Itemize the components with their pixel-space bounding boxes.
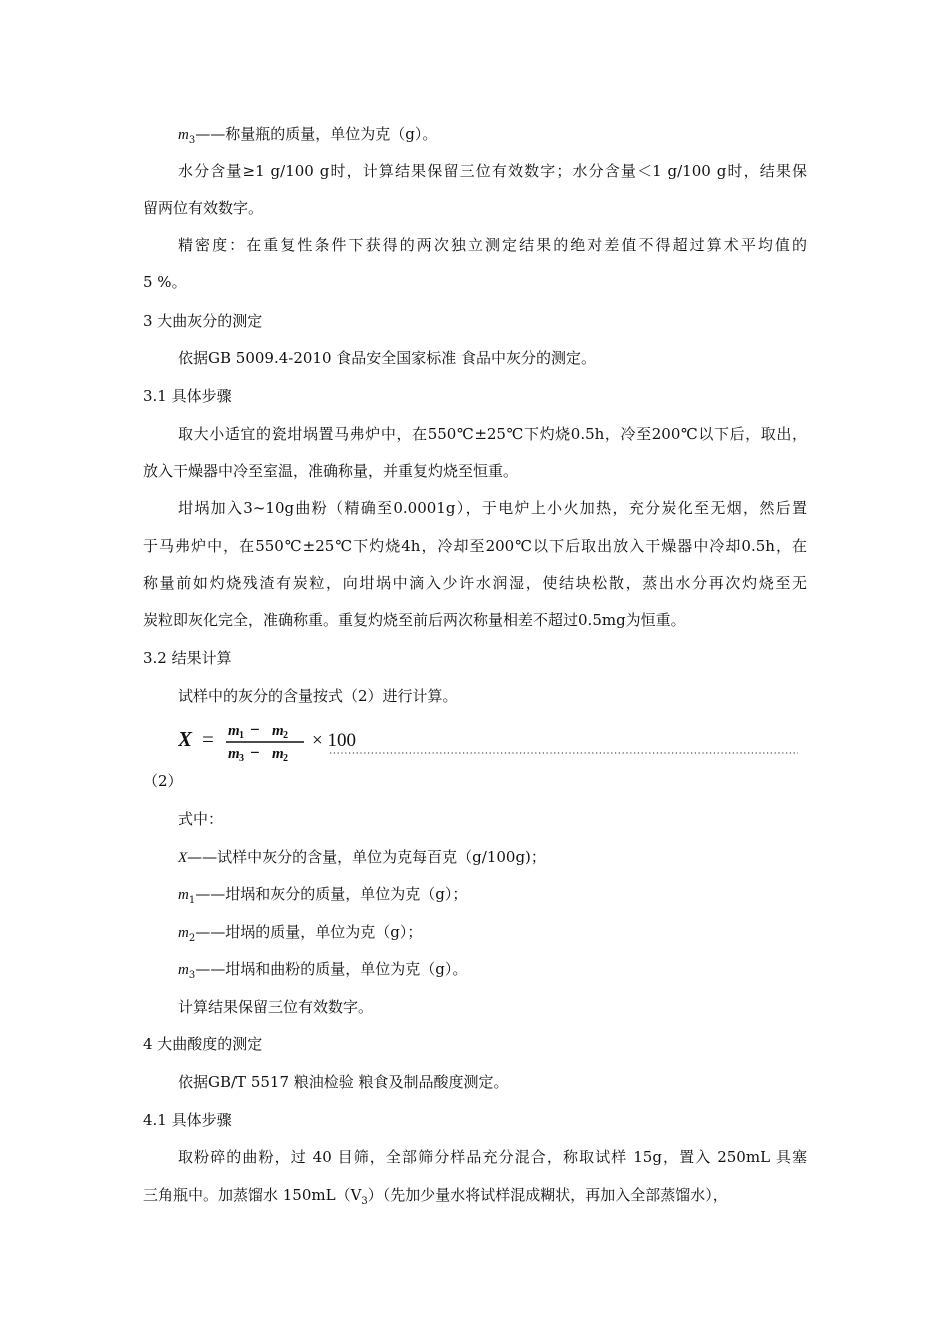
paragraph-line xyxy=(143,536,807,556)
var-definition-m1 xyxy=(178,884,467,905)
formula-times-100: × 100 xyxy=(312,730,356,751)
paragraph-line xyxy=(143,573,807,593)
paragraph-text: 取粉碎的曲粉，过 40 目筛，全部筛分样品充分混合，称取试样 15g，置入 250mL 具塞 xyxy=(178,1148,807,1166)
paragraph-text: 水分含量≥1 g/100 g时，计算结果保留三位有效数字；水分含量＜1 g/100 g时，结果保 xyxy=(178,162,807,180)
formula-svg xyxy=(178,718,808,764)
paragraph-line: 依据GB/T 5517 粮油检验 粮食及制品酸度测定。 xyxy=(178,1073,509,1091)
formula-num-a-sub: 1 xyxy=(239,730,244,741)
paragraph-line: 式中： xyxy=(178,810,224,828)
var-definition-x xyxy=(178,847,546,868)
formula-minus-num: − xyxy=(250,720,260,739)
symbol: X xyxy=(178,850,188,866)
paragraph-text: 取大小适宜的瓷坩埚置马弗炉中，在550℃±25℃下灼烧0.5h，冷至200℃以下后，取出， xyxy=(178,425,807,443)
var-definition-m3 xyxy=(178,124,437,145)
formula-den-b-sub: 2 xyxy=(283,753,288,764)
subscript: 3 xyxy=(188,970,196,981)
section-heading: 4 大曲酸度的测定 xyxy=(143,1035,263,1053)
paragraph-line xyxy=(178,1147,807,1167)
definition-text: ——坩埚和曲粉的质量，单位为克（g）。 xyxy=(195,960,468,978)
paragraph-line: 5 %。 xyxy=(143,273,187,291)
formula-num-a: m xyxy=(228,723,240,739)
paragraph-line xyxy=(178,498,807,518)
definition-text: ——试样中灰分的含量，单位为克每百克（g/100g)； xyxy=(187,848,546,866)
paragraph-line xyxy=(178,161,807,181)
paragraph-line: 放入干燥器中冷至室温，准确称量，并重复灼烧至恒重。 xyxy=(143,462,519,480)
paragraph-line: 炭粒即灰化完全，准确称重。重复灼烧至前后两次称量相差不超过0.5mg为恒重。 xyxy=(143,611,686,629)
paragraph-line: 计算结果保留三位有效数字。 xyxy=(178,998,374,1016)
symbol: m xyxy=(178,127,189,143)
subsection-heading: 3.2 结果计算 xyxy=(143,649,232,667)
symbol: m xyxy=(178,887,189,903)
formula-num-b-sub: 2 xyxy=(283,730,288,741)
definition-text: ——坩埚的质量，单位为克（g）； xyxy=(195,923,423,941)
subscript: 2 xyxy=(188,933,196,944)
formula-equals: = xyxy=(202,727,214,751)
subscript: 3 xyxy=(188,135,196,146)
paragraph-text: 精密度：在重复性条件下获得的两次独立测定结果的绝对差值不得超过算术平均值的 xyxy=(178,236,807,254)
definition-text: ——坩埚和灰分的质量，单位为克（g）； xyxy=(195,885,468,903)
paragraph-line xyxy=(178,235,807,255)
paragraph-line xyxy=(143,1185,728,1205)
subscript: 1 xyxy=(188,895,196,906)
formula-den-a-sub: 3 xyxy=(239,753,244,764)
paragraph-line xyxy=(178,424,807,444)
paragraph-line: 留两位有效数字。 xyxy=(143,199,264,217)
formula-num-b: m xyxy=(272,723,284,739)
formula-den-a: m xyxy=(228,746,240,762)
paragraph-text: 称量前如灼烧残渣有炭粒，向坩埚中滴入少许水润湿，使结块松散，蒸出水分再次灼烧至无 xyxy=(143,574,807,592)
paragraph-text: 三角瓶中。加蒸馏水 150mL（V xyxy=(143,1186,362,1204)
ash-content-formula xyxy=(178,718,808,764)
subsection-heading: 3.1 具体步骤 xyxy=(143,387,232,405)
formula-den-b: m xyxy=(272,746,284,762)
paragraph-line: 试样中的灰分的含量按式（2）进行计算。 xyxy=(178,687,458,705)
paragraph-text: ）（先加少量水将试样混成糊状，再加入全部蒸馏水）， xyxy=(367,1186,728,1204)
var-definition-m2 xyxy=(178,922,422,943)
formula-lhs: X xyxy=(178,727,193,751)
paragraph-text: 于马弗炉中，在550℃±25℃下灼烧4h，冷却至200℃以下后取出放入干燥器中冷却0.5h，在 xyxy=(143,537,807,555)
subsection-heading: 4.1 具体步骤 xyxy=(143,1111,232,1129)
equation-number: （2） xyxy=(143,772,183,790)
definition-text: ——称量瓶的质量，单位为克（g）。 xyxy=(195,125,438,143)
var-definition-m3 xyxy=(178,959,467,980)
paragraph-line: 依据GB 5009.4-2010 食品安全国家标准 食品中灰分的测定。 xyxy=(178,349,597,367)
formula-minus-den: − xyxy=(250,743,260,762)
section-heading: 3 大曲灰分的测定 xyxy=(143,312,263,330)
symbol: m xyxy=(178,925,189,941)
paragraph-text: 坩埚加入3~10g曲粉（精确至0.0001g），于电炉上小火加热，充分炭化至无烟，然后置 xyxy=(178,499,807,517)
symbol: m xyxy=(178,962,189,978)
subscript: 3 xyxy=(361,1196,368,1207)
